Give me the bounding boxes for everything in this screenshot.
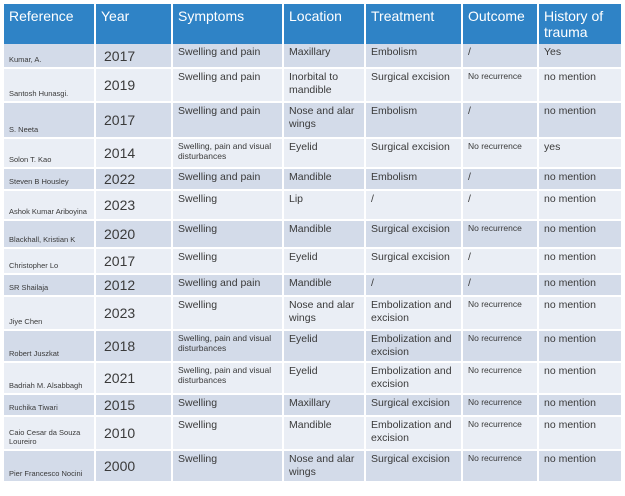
location-cell: Eyelid: [283, 330, 365, 362]
year-cell: 2017: [95, 102, 172, 138]
treatment-cell: Embolism: [365, 168, 462, 190]
location-cell: Nose and alar wings: [283, 102, 365, 138]
table-row: [4, 296, 621, 330]
header-treatment: Treatment: [365, 4, 462, 44]
location-cell: Nose and alar wings: [283, 450, 365, 482]
year-cell: 2017: [95, 44, 172, 68]
table-row: [4, 248, 621, 274]
reference-cell: SR Shailaja: [4, 274, 95, 296]
year-cell: 2022: [95, 168, 172, 190]
treatment-cell: Surgical excision: [365, 220, 462, 248]
symptoms-cell: Swelling and pain: [172, 68, 283, 102]
header-year: Year: [95, 4, 172, 44]
header-history-of-trauma: History of trauma: [538, 4, 621, 44]
location-cell: Maxillary: [283, 394, 365, 416]
symptoms-cell: Swelling: [172, 450, 283, 482]
outcome-cell: No recurrence: [462, 416, 538, 450]
trauma-cell: no mention: [538, 68, 621, 102]
symptoms-cell: Swelling and pain: [172, 168, 283, 190]
trauma-cell: no mention: [538, 362, 621, 394]
outcome-cell: /: [462, 190, 538, 220]
trauma-cell: no mention: [538, 450, 621, 482]
year-cell: 2019: [95, 68, 172, 102]
location-cell: Lip: [283, 190, 365, 220]
header-row: [4, 4, 621, 44]
outcome-cell: No recurrence: [462, 330, 538, 362]
symptoms-cell: Swelling: [172, 190, 283, 220]
treatment-cell: Surgical excision: [365, 450, 462, 482]
reference-cell: Santosh Hunasgi.: [4, 68, 95, 102]
table-row: [4, 274, 621, 296]
location-cell: Mandible: [283, 168, 365, 190]
outcome-cell: No recurrence: [462, 450, 538, 482]
symptoms-cell: Swelling: [172, 416, 283, 450]
reference-cell: Pier Francesco Nocini: [4, 450, 95, 482]
data-table: [4, 4, 621, 483]
reference-cell: Ashok Kumar Ariboyina: [4, 190, 95, 220]
outcome-cell: No recurrence: [462, 68, 538, 102]
symptoms-cell: Swelling, pain and visual disturbances: [172, 362, 283, 394]
header-location: Location: [283, 4, 365, 44]
location-cell: Eyelid: [283, 138, 365, 168]
treatment-cell: Embolization and excision: [365, 362, 462, 394]
treatment-cell: /: [365, 190, 462, 220]
treatment-cell: Embolism: [365, 102, 462, 138]
table-row: [4, 220, 621, 248]
trauma-cell: no mention: [538, 330, 621, 362]
table-row: [4, 138, 621, 168]
symptoms-cell: Swelling and pain: [172, 102, 283, 138]
table-row: [4, 450, 621, 482]
location-cell: Maxillary: [283, 44, 365, 68]
reference-cell: Badriah M. Alsabbagh: [4, 362, 95, 394]
table-body: [4, 44, 621, 482]
symptoms-cell: Swelling and pain: [172, 44, 283, 68]
year-cell: 2018: [95, 330, 172, 362]
trauma-cell: no mention: [538, 416, 621, 450]
outcome-cell: /: [462, 168, 538, 190]
outcome-cell: /: [462, 274, 538, 296]
treatment-cell: /: [365, 274, 462, 296]
reference-cell: Kumar, A.: [4, 44, 95, 68]
table-row: [4, 168, 621, 190]
year-cell: 2023: [95, 190, 172, 220]
table-row: [4, 68, 621, 102]
symptoms-cell: Swelling: [172, 394, 283, 416]
table-row: [4, 362, 621, 394]
year-cell: 2015: [95, 394, 172, 416]
outcome-cell: /: [462, 102, 538, 138]
treatment-cell: Embolization and excision: [365, 416, 462, 450]
trauma-cell: no mention: [538, 248, 621, 274]
treatment-cell: Surgical excision: [365, 68, 462, 102]
year-cell: 2021: [95, 362, 172, 394]
trauma-cell: no mention: [538, 190, 621, 220]
table-row: [4, 330, 621, 362]
outcome-cell: No recurrence: [462, 362, 538, 394]
outcome-cell: No recurrence: [462, 220, 538, 248]
location-cell: Mandible: [283, 220, 365, 248]
year-cell: 2020: [95, 220, 172, 248]
outcome-cell: /: [462, 44, 538, 68]
location-cell: Eyelid: [283, 362, 365, 394]
reference-cell: Caio Cesar da Souza Loureiro: [4, 416, 95, 450]
symptoms-cell: Swelling, pain and visual disturbances: [172, 138, 283, 168]
location-cell: Nose and alar wings: [283, 296, 365, 330]
symptoms-cell: Swelling: [172, 248, 283, 274]
outcome-cell: /: [462, 248, 538, 274]
trauma-cell: no mention: [538, 220, 621, 248]
table-row: [4, 416, 621, 450]
symptoms-cell: Swelling: [172, 296, 283, 330]
year-cell: 2000: [95, 450, 172, 482]
reference-cell: Blackhall, Kristian K: [4, 220, 95, 248]
treatment-cell: Surgical excision: [365, 394, 462, 416]
location-cell: Mandible: [283, 416, 365, 450]
year-cell: 2010: [95, 416, 172, 450]
location-cell: Inorbital to mandible: [283, 68, 365, 102]
table-row: [4, 394, 621, 416]
treatment-cell: Surgical excision: [365, 138, 462, 168]
treatment-cell: Surgical excision: [365, 248, 462, 274]
table-row: [4, 190, 621, 220]
trauma-cell: no mention: [538, 296, 621, 330]
location-cell: Eyelid: [283, 248, 365, 274]
location-cell: Mandible: [283, 274, 365, 296]
year-cell: 2023: [95, 296, 172, 330]
reference-cell: S. Neeta: [4, 102, 95, 138]
reference-cell: Solon T. Kao: [4, 138, 95, 168]
trauma-cell: no mention: [538, 274, 621, 296]
reference-cell: Jiye Chen: [4, 296, 95, 330]
year-cell: 2012: [95, 274, 172, 296]
table-row: [4, 44, 621, 68]
year-cell: 2017: [95, 248, 172, 274]
table-row: [4, 102, 621, 138]
treatment-cell: Embolization and excision: [365, 330, 462, 362]
trauma-cell: yes: [538, 138, 621, 168]
outcome-cell: No recurrence: [462, 296, 538, 330]
reference-cell: Robert Juszkat: [4, 330, 95, 362]
trauma-cell: Yes: [538, 44, 621, 68]
year-cell: 2014: [95, 138, 172, 168]
trauma-cell: no mention: [538, 394, 621, 416]
treatment-cell: Embolization and excision: [365, 296, 462, 330]
data-table-container: [4, 4, 621, 483]
symptoms-cell: Swelling and pain: [172, 274, 283, 296]
header-reference: Reference: [4, 4, 95, 44]
reference-cell: Christopher Lo: [4, 248, 95, 274]
trauma-cell: no mention: [538, 168, 621, 190]
symptoms-cell: Swelling: [172, 220, 283, 248]
symptoms-cell: Swelling, pain and visual disturbances: [172, 330, 283, 362]
header-outcome: Outcome: [462, 4, 538, 44]
outcome-cell: No recurrence: [462, 138, 538, 168]
reference-cell: Steven B Housley: [4, 168, 95, 190]
trauma-cell: no mention: [538, 102, 621, 138]
outcome-cell: No recurrence: [462, 394, 538, 416]
reference-cell: Ruchika Tiwari: [4, 394, 95, 416]
treatment-cell: Embolism: [365, 44, 462, 68]
header-symptoms: Symptoms: [172, 4, 283, 44]
